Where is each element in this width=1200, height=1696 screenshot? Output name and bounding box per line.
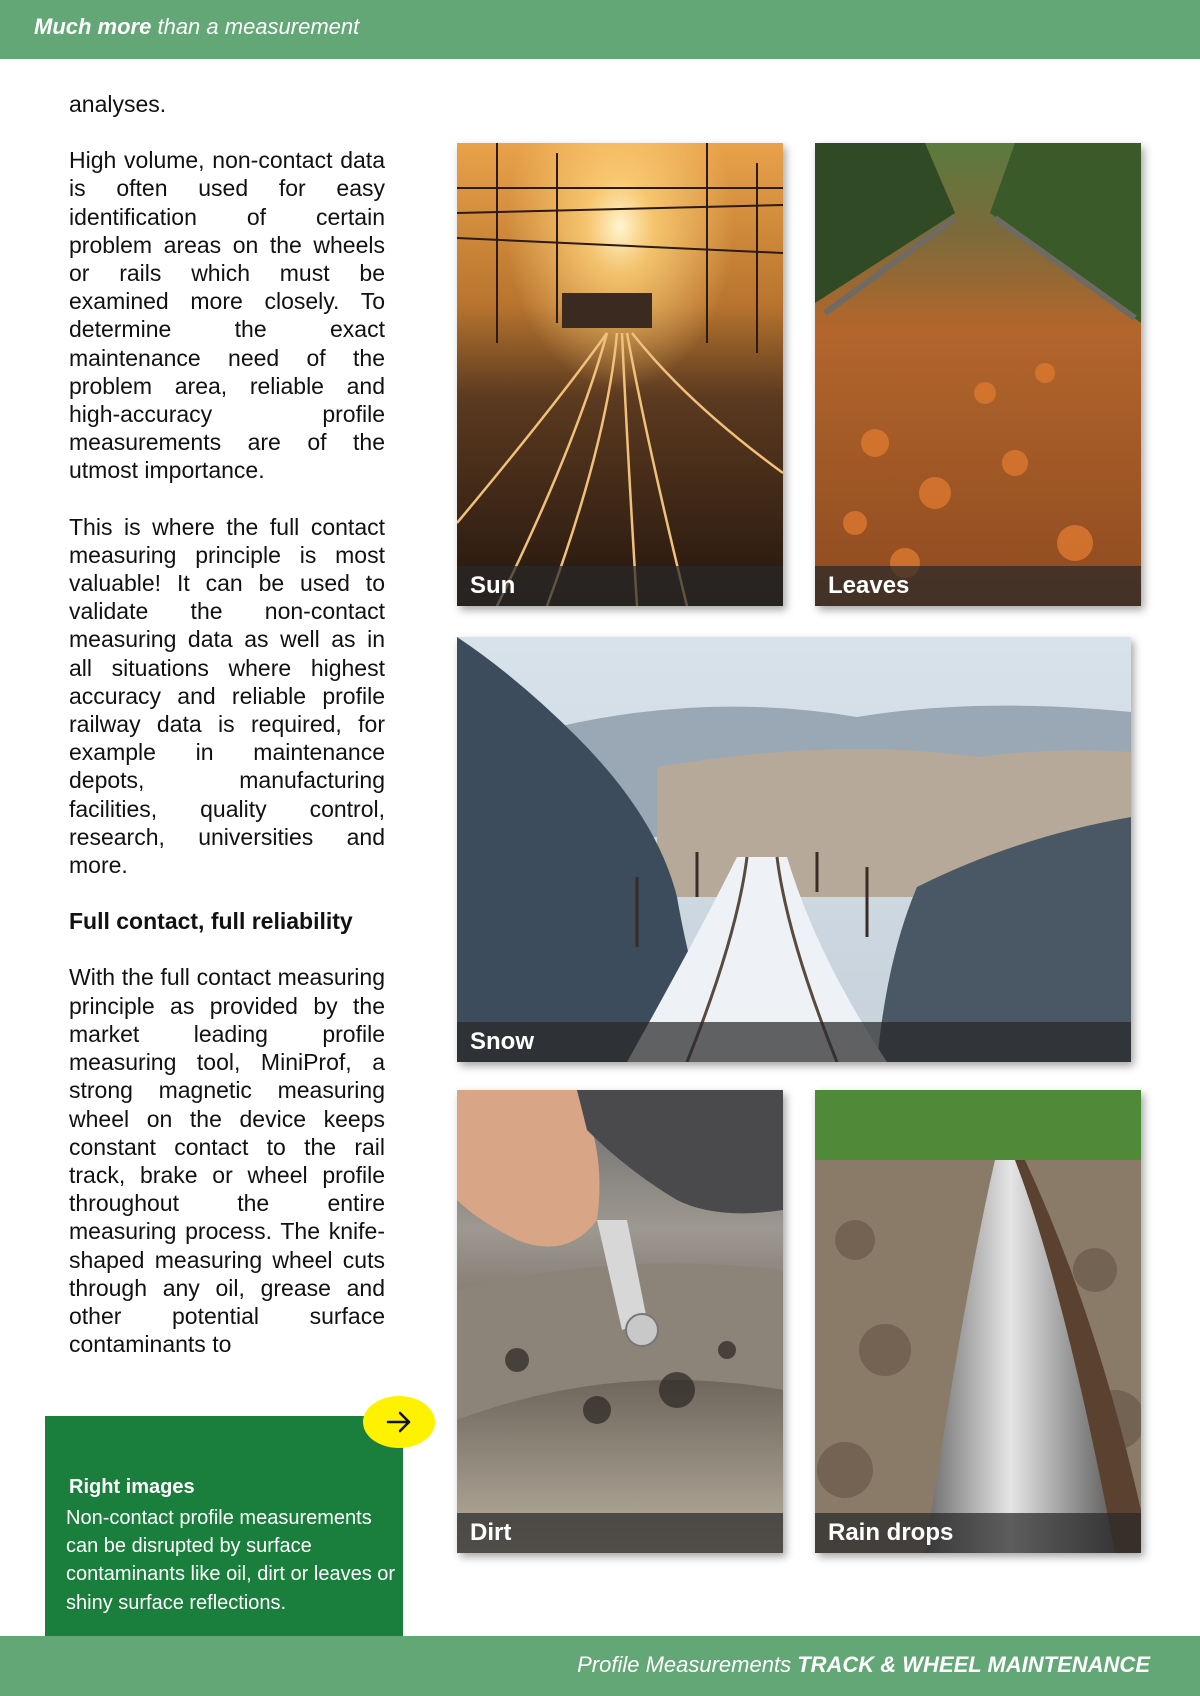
- snow-caption-text: Snow: [470, 1028, 534, 1055]
- photo-caption-sun: [457, 566, 783, 606]
- photo-caption-leaves: [815, 566, 1141, 606]
- rain-drops-image: [815, 1090, 1141, 1553]
- footer-text: [577, 1652, 1150, 1678]
- footer-text-right: TRACK & WHEEL MAINTENANCE: [797, 1652, 1150, 1677]
- header-title-rest: than a measurement: [151, 14, 360, 39]
- header-bar: [0, 0, 1200, 59]
- dirt-caption-text: Dirt: [470, 1519, 512, 1546]
- sidebar-note-heading: Right images: [69, 1476, 195, 1498]
- sun-caption-text: Sun: [470, 572, 516, 599]
- header-title-bold: Much more: [34, 14, 152, 39]
- header-title: [34, 14, 359, 40]
- photo-sun: [457, 143, 783, 606]
- photo-caption-rain-drops: [815, 1513, 1141, 1553]
- sidebar-note-text: Non-contact profile measurements can be disrupted by surface contaminants like oil, dirt or leaves or shiny surface reflections.: [66, 1507, 396, 1614]
- body-paragraph-0: analyses.: [69, 91, 167, 117]
- next-page-button[interactable]: [363, 1396, 435, 1448]
- sun-image: [457, 143, 783, 606]
- photo-snow: [457, 637, 1131, 1062]
- snow-image: [457, 637, 1131, 1062]
- photo-caption-dirt: [457, 1513, 783, 1553]
- section-heading: Full contact, full reliability: [69, 908, 353, 935]
- body-text-column: [69, 90, 385, 1358]
- body-paragraph-3: With the full contact measuring principle as provided by the market leading profile measuring tool, MiniProf, a strong magnetic measuring wheel on the device keeps constant contact to the rail track, brake or wheel profile throughout the entire measuring process. The knife-shaped measuring wheel cuts through any oil, grease and other potential surface contaminants to: [69, 964, 385, 1358]
- footer-text-left: Profile Measurements: [577, 1652, 798, 1677]
- photo-leaves: [815, 143, 1141, 606]
- body-paragraph-2: This is where the full contact measuring principle is most valuable! It can be used to validate the non-contact measuring data as well as in all situations where highest accuracy and reliable profile railway data is required, for example in maintenance depots, manufacturing facilities, quality control, research, universities and more.: [69, 513, 385, 879]
- photo-caption-snow: [457, 1022, 1131, 1062]
- footer-bar: [0, 1636, 1200, 1696]
- rain-drops-caption-text: Rain drops: [828, 1519, 954, 1546]
- photo-dirt: [457, 1090, 783, 1553]
- body-paragraph-1: High volume, non-contact data is often used for easy identification of certain problem areas on the wheels or rails which must be examined more closely. To determine the exact maintenance need of the problem area, reliable and high-accuracy profile measurements are of the utmost importance.: [69, 147, 385, 484]
- arrow-right-icon: [386, 1409, 412, 1435]
- dirt-image: [457, 1090, 783, 1553]
- photo-rain-drops: [815, 1090, 1141, 1553]
- leaves-caption-text: Leaves: [828, 572, 910, 599]
- leaves-image: [815, 143, 1141, 606]
